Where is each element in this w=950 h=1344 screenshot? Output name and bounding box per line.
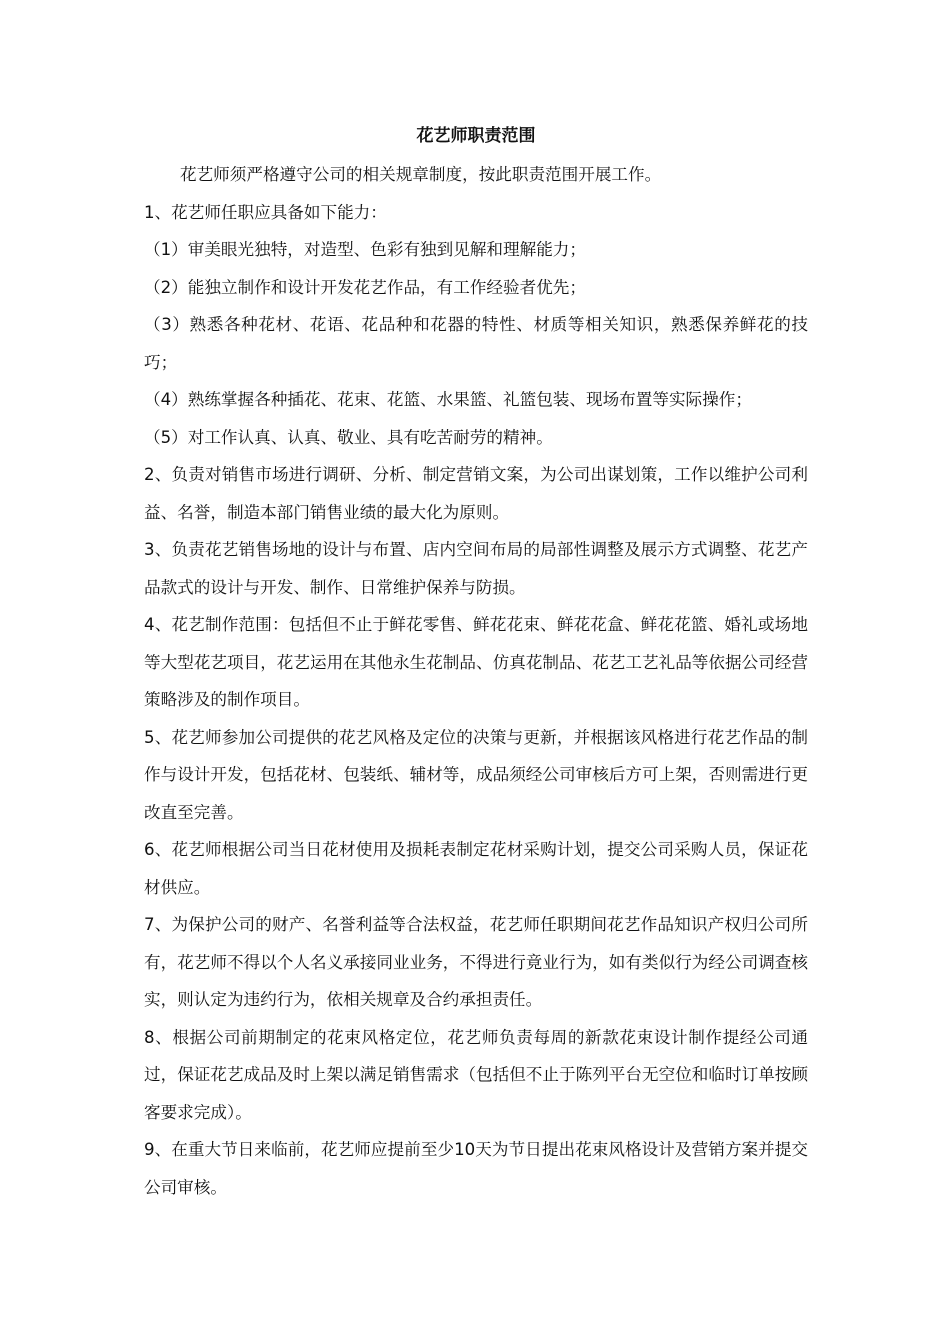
document-title: 花艺师职责范围	[416, 126, 536, 146]
duty-paragraph-7: 7、为保护公司的财产、名誉利益等合法权益，花艺师任职期间花艺作品知识产权归公司所有，花艺师不得以个人名义承接同业业务，不得进行竟业行为，如有类似行为经公司调查核实，则认定为违约行为，依相关规章及合约承担责任。	[144, 915, 808, 1009]
duty-paragraph-2: 2、负责对销售市场进行调研、分析、制定营销文案，为公司出谋划策，工作以维护公司利益、名誉，制造本部门销售业绩的最大化为原则。	[144, 465, 808, 522]
ability-item-1: （1）审美眼光独特，对造型、色彩有独到见解和理解能力；	[144, 240, 586, 259]
ability-item-2: （2）能独立制作和设计开发花艺作品，有工作经验者优先；	[144, 277, 586, 297]
ability-item-4: （4）熟练掌握各种插花、花束、花篮、水果篮、礼篮包装、现场布置等实际操作；	[144, 390, 752, 409]
duty-paragraph-9: 9、在重大节日来临前，花艺师应提前至少10天为节日提出花束风格设计及营销方案并提交公司审核。	[144, 1140, 808, 1197]
ability-item-3: （3）熟悉各种花材、花语、花品种和花器的特性、材质等相关知识，熟悉保养鲜花的技巧；	[144, 315, 808, 372]
document-body	[144, 118, 808, 1206]
duty-paragraph-8: 8、根据公司前期制定的花束风格定位，花艺师负责每周的新款花束设计制作提经公司通过，保证花艺成品及时上架以满足销售需求（包括但不止于陈列平台无空位和临时订单按顾客要求完成）。	[144, 1027, 808, 1122]
duty-paragraph-4: 4、花艺制作范围：包括但不止于鲜花零售、鲜花花束、鲜花花盒、鲜花花篮、婚礼或场地等大型花艺项目，花艺运用在其他永生花制品、仿真花制品、花艺工艺礼品等依据公司经营策略涉及的制作项目。	[144, 615, 808, 709]
duty-paragraph-5: 5、花艺师参加公司提供的花艺风格及定位的决策与更新，并根据该风格进行花艺作品的制作与设计开发，包括花材、包装纸、辅材等，成品须经公司审核后方可上架，否则需进行更改直至完善。	[144, 727, 808, 822]
duty-paragraph-3: 3、负责花艺销售场地的设计与布置、店内空间布局的局部性调整及展示方式调整、花艺产品款式的设计与开发、制作、日常维护保养与防损。	[144, 540, 808, 597]
duty-paragraph-6: 6、花艺师根据公司当日花材使用及损耗表制定花材采购计划，提交公司采购人员，保证花材供应。	[144, 840, 808, 897]
ability-item-5: （5）对工作认真、认真、敬业、具有吃苦耐劳的精神。	[144, 427, 553, 447]
intro-paragraph: 花艺师须严格遵守公司的相关规章制度，按此职责范围开展工作。	[180, 165, 662, 184]
section-1-heading: 1、花艺师任职应具备如下能力：	[144, 202, 387, 222]
